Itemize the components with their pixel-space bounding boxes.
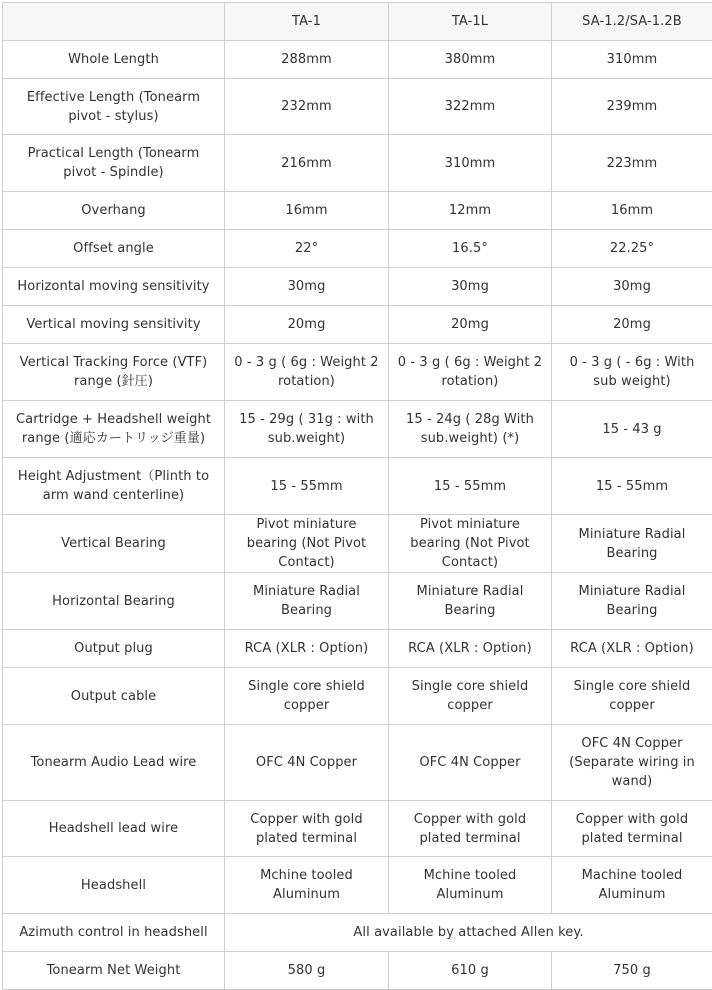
table-row [3,192,712,230]
cell-sa-1-2: OFC 4N Copper (Separate wiring in wand) [552,725,712,801]
table-row [3,79,712,135]
cell-ta-1l: RCA (XLR : Option) [389,630,552,668]
cell-ta-1l: 20mg [389,306,552,344]
table-row [3,801,712,857]
cell-ta-1: 22° [225,230,389,268]
cell-ta-1l: 30mg [389,268,552,306]
row-label: Effective Length (Tonearm pivot - stylus) [3,79,225,135]
row-label: Output plug [3,630,225,668]
cell-ta-1l: 322mm [389,79,552,135]
row-label: Tonearm Audio Lead wire [3,725,225,801]
header-cell-ta-1l: TA-1L [389,3,552,41]
cell-ta-1l: Pivot miniature bearing (Not Pivot Contact) [389,515,552,573]
cell-ta-1l: 12mm [389,192,552,230]
cell-sa-1-2: 0 - 3 g ( - 6g : With sub weight) [552,344,712,401]
table-row [3,573,712,630]
table-row [3,135,712,192]
row-label: Cartridge + Headshell weight range (適応カートリッジ重量) [3,401,225,458]
cell-sa-1-2: 750 g [552,952,712,990]
cell-ta-1l: 15 - 24g ( 28g With sub.weight) (*) [389,401,552,458]
row-label: Headshell [3,857,225,914]
cell-ta-1l: 310mm [389,135,552,192]
spec-table [2,2,712,990]
row-label: Vertical Bearing [3,515,225,573]
table-row [3,914,712,952]
header-row [3,3,712,41]
cell-sa-1-2: 16mm [552,192,712,230]
cell-sa-1-2: 15 - 43 g [552,401,712,458]
cell-ta-1l: Mchine tooled Aluminum [389,857,552,914]
cell-ta-1: 288mm [225,41,389,79]
header-cell-sa-1-2: SA-1.2/SA-1.2B [552,3,712,41]
cell-ta-1: 580 g [225,952,389,990]
cell-ta-1: OFC 4N Copper [225,725,389,801]
table-row [3,515,712,573]
row-label: Overhang [3,192,225,230]
cell-ta-1l: 15 - 55mm [389,458,552,515]
row-label: Height Adjustment（Plinth to arm wand centerline) [3,458,225,515]
cell-merged-all-models: All available by attached Allen key. [225,914,712,952]
table-row [3,857,712,914]
cell-ta-1: Pivot miniature bearing (Not Pivot Contact) [225,515,389,573]
table-row [3,401,712,458]
cell-ta-1: 232mm [225,79,389,135]
row-label: Output cable [3,668,225,725]
row-label: Horizontal Bearing [3,573,225,630]
cell-ta-1: 20mg [225,306,389,344]
cell-sa-1-2: Miniature Radial Bearing [552,515,712,573]
row-label: Vertical Tracking Force (VTF) range (針圧) [3,344,225,401]
header-cell-ta-1: TA-1 [225,3,389,41]
cell-ta-1: 15 - 29g ( 31g : with sub.weight) [225,401,389,458]
cell-ta-1: 216mm [225,135,389,192]
cell-ta-1l: 0 - 3 g ( 6g : Weight 2 rotation) [389,344,552,401]
cell-ta-1: 16mm [225,192,389,230]
cell-ta-1l: Single core shield copper [389,668,552,725]
cell-ta-1: 15 - 55mm [225,458,389,515]
table-row [3,630,712,668]
cell-ta-1: RCA (XLR : Option) [225,630,389,668]
row-label: Vertical moving sensitivity [3,306,225,344]
cell-ta-1: 0 - 3 g ( 6g : Weight 2 rotation) [225,344,389,401]
table-row [3,230,712,268]
cell-ta-1l: 16.5° [389,230,552,268]
cell-sa-1-2: Single core shield copper [552,668,712,725]
cell-ta-1: Mchine tooled Aluminum [225,857,389,914]
cell-sa-1-2: 20mg [552,306,712,344]
table-row [3,268,712,306]
row-label: Tonearm Net Weight [3,952,225,990]
cell-ta-1: Copper with gold plated terminal [225,801,389,857]
table-row [3,344,712,401]
cell-sa-1-2: 223mm [552,135,712,192]
row-label: Horizontal moving sensitivity [3,268,225,306]
row-label: Practical Length (Tonearm pivot - Spindle) [3,135,225,192]
cell-sa-1-2: 15 - 55mm [552,458,712,515]
table-row [3,668,712,725]
cell-ta-1l: 610 g [389,952,552,990]
table-row [3,725,712,801]
cell-ta-1: Miniature Radial Bearing [225,573,389,630]
row-label: Headshell lead wire [3,801,225,857]
table-row [3,41,712,79]
cell-ta-1l: OFC 4N Copper [389,725,552,801]
cell-sa-1-2: Machine tooled Aluminum [552,857,712,914]
cell-sa-1-2: 239mm [552,79,712,135]
cell-ta-1: Single core shield copper [225,668,389,725]
cell-ta-1l: Copper with gold plated terminal [389,801,552,857]
cell-ta-1l: 380mm [389,41,552,79]
cell-sa-1-2: RCA (XLR : Option) [552,630,712,668]
cell-ta-1l: Miniature Radial Bearing [389,573,552,630]
cell-sa-1-2: Miniature Radial Bearing [552,573,712,630]
table-row [3,458,712,515]
cell-ta-1: 30mg [225,268,389,306]
row-label: Whole Length [3,41,225,79]
row-label: Offset angle [3,230,225,268]
row-label: Azimuth control in headshell [3,914,225,952]
cell-sa-1-2: 22.25° [552,230,712,268]
header-cell-empty [3,3,225,41]
cell-sa-1-2: 310mm [552,41,712,79]
table-row [3,306,712,344]
cell-sa-1-2: Copper with gold plated terminal [552,801,712,857]
cell-sa-1-2: 30mg [552,268,712,306]
